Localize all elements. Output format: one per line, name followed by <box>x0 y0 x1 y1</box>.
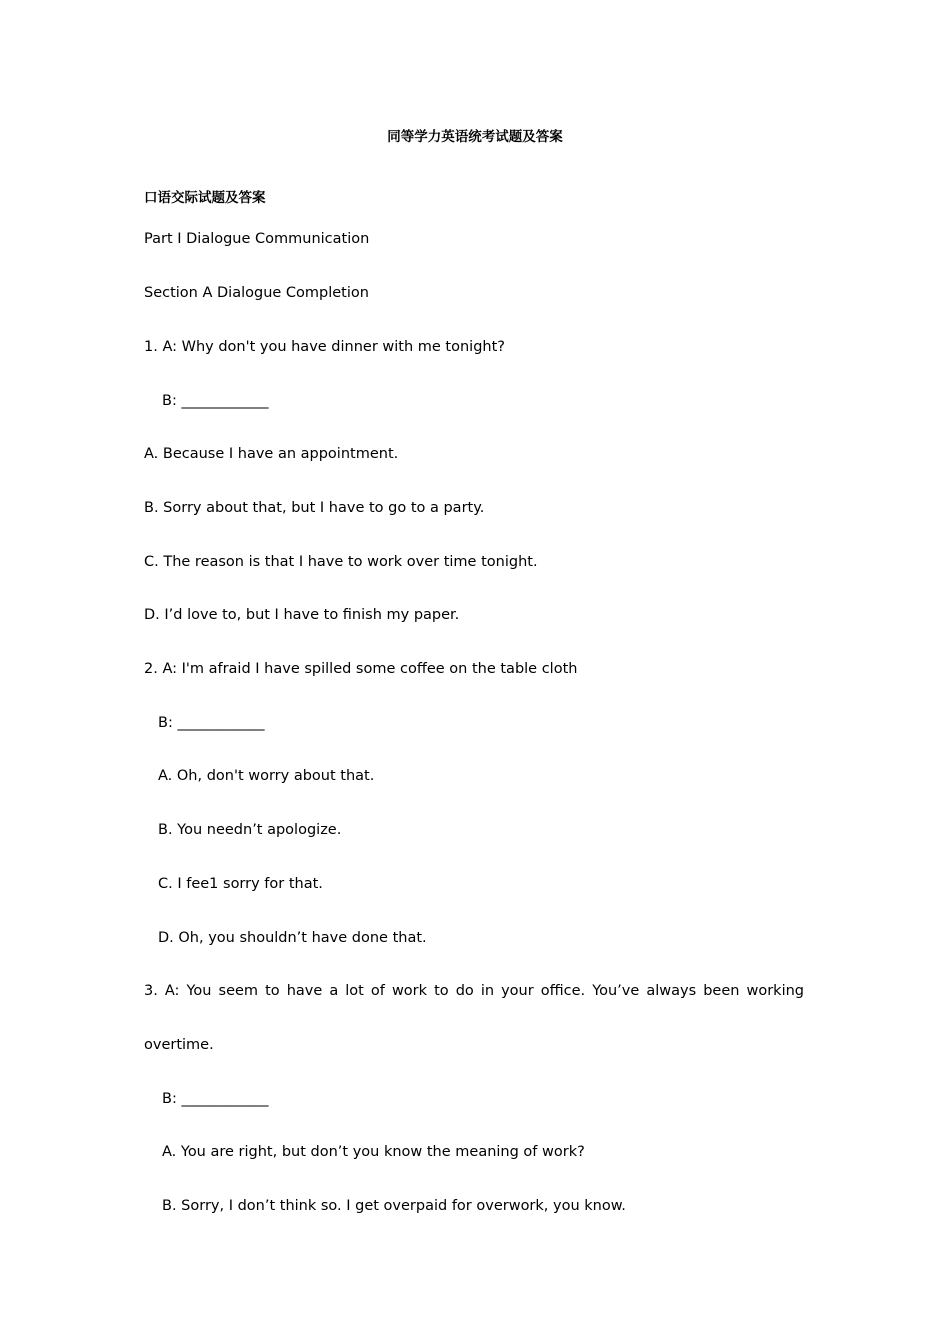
question-3-prompt-line-2: overtime. <box>144 1037 214 1053</box>
question-2-option-a: A. Oh, don't worry about that. <box>158 768 375 784</box>
question-1-option-c: C. The reason is that I have to work over time tonight. <box>144 554 538 570</box>
document-title: 同等学力英语统考试题及答案 <box>387 129 563 145</box>
question-1-option-b: B. Sorry about that, but I have to go to a party. <box>144 500 485 516</box>
question-1-blank: B: ____________ <box>162 393 269 409</box>
question-3-blank: B: ____________ <box>162 1091 269 1107</box>
question-2-option-b: B. You needn’t apologize. <box>158 822 342 838</box>
question-2-blank: B: ____________ <box>158 715 265 731</box>
question-2-option-d: D. Oh, you shouldn’t have done that. <box>158 930 427 946</box>
question-2-prompt: 2. A: I'm afraid I have spilled some coffee on the table cloth <box>144 661 578 677</box>
question-1-option-d: D. I’d love to, but I have to finish my paper. <box>144 607 460 623</box>
question-2-option-c: C. I fee1 sorry for that. <box>158 876 323 892</box>
question-3-option-b: B. Sorry, I don’t think so. I get overpaid for overwork, you know. <box>162 1198 626 1214</box>
section-heading: 口语交际试题及答案 <box>144 190 266 206</box>
question-3-option-a: A. You are right, but don’t you know the meaning of work? <box>162 1144 585 1160</box>
section-subheading: Section A Dialogue Completion <box>144 285 369 301</box>
question-3-prompt-line-1: 3. A: You seem to have a lot of work to do in your office. You’ve always been working <box>144 983 804 999</box>
question-1-prompt: 1. A: Why don't you have dinner with me tonight? <box>144 339 505 355</box>
part-heading: Part I Dialogue Communication <box>144 231 370 247</box>
question-1-option-a: A. Because I have an appointment. <box>144 446 399 462</box>
